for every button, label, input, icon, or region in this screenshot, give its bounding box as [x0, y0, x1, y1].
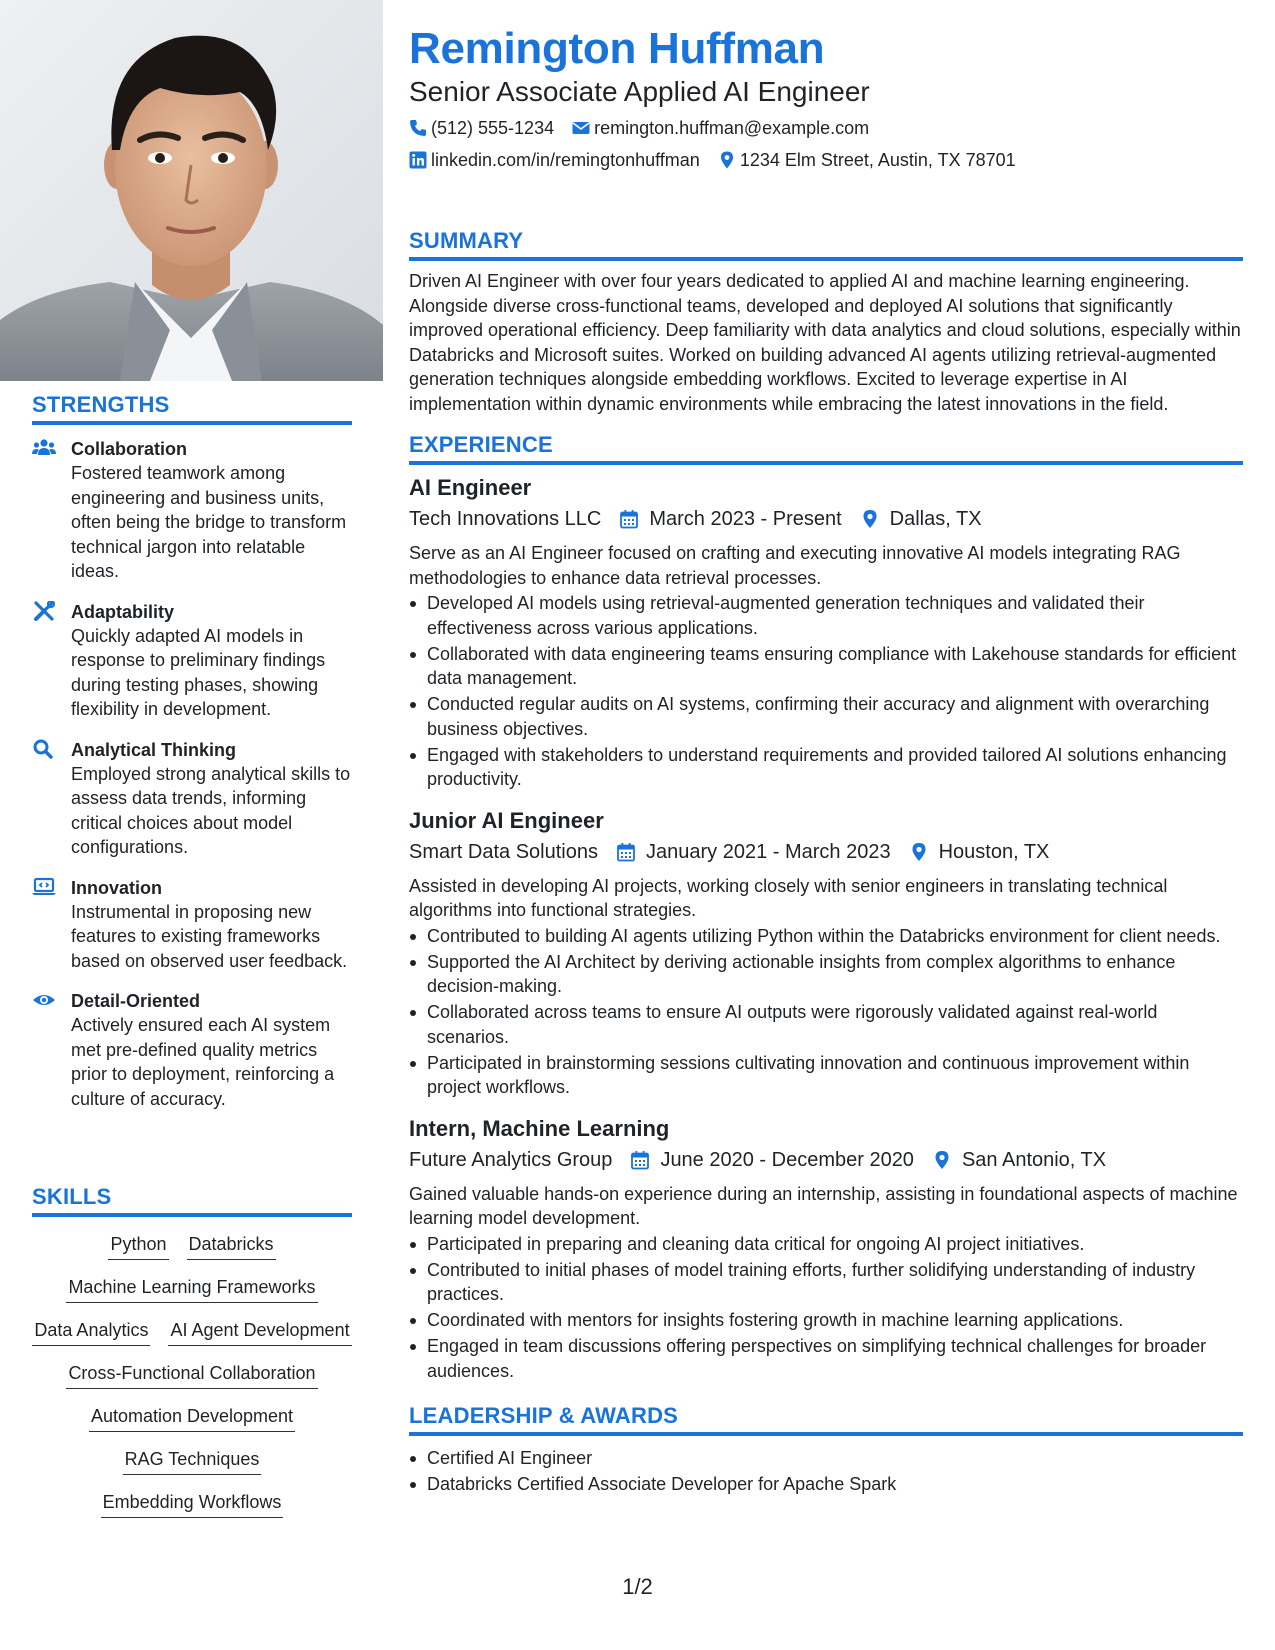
strength-title: Innovation [71, 877, 162, 898]
bullet-item: Collaborated with data engineering teams ensuring compliance with Lakehouse standards for efficient data management. [409, 642, 1243, 691]
strength-title: Detail-Oriented [71, 991, 201, 1011]
sidebar [0, 0, 383, 1650]
linkedin-contact[interactable] [409, 144, 700, 176]
job-location-text: Dallas, TX [889, 508, 982, 530]
phone-icon [409, 119, 427, 137]
job-title: AI Engineer [409, 475, 532, 500]
search-icon [32, 739, 56, 759]
address-text: 1234 Elm Street, Austin, TX 78701 [739, 150, 1016, 170]
strength-description: Employed strong analytical skills to assess data trends, informing critical choices about model configurations. [71, 763, 351, 857]
skill-tag: Machine Learning Frameworks [66, 1274, 317, 1303]
strength-item [32, 738, 352, 860]
email-contact[interactable] [572, 112, 869, 144]
company-name: Smart Data Solutions [409, 840, 598, 863]
tools-icon [32, 601, 56, 621]
calendar-icon [630, 1150, 650, 1170]
job-description: Gained valuable hands-on experience during an internship, assisting in foundational aspects of machine learning model development. [409, 1183, 1238, 1228]
job-bullets [409, 924, 1243, 1100]
phone-contact[interactable] [409, 112, 554, 144]
calendar-icon [619, 509, 639, 529]
job-description: Serve as an AI Engineer focused on crafting and executing innovative AI models integrating RAG methodologies to enhance data retrieval processes. [409, 543, 1181, 588]
awards-list [409, 1446, 1243, 1497]
contact-row [409, 144, 1243, 176]
job-meta [409, 504, 1243, 534]
skill-tag: AI Agent Development [168, 1317, 351, 1346]
users-icon [32, 438, 56, 458]
job-bullets [409, 591, 1243, 792]
skill-tag: Cross-Functional Collaboration [66, 1360, 317, 1389]
job-entry [409, 806, 1243, 1100]
job-location [909, 837, 1050, 867]
strength-item [32, 437, 352, 584]
strength-item [32, 876, 352, 974]
bullet-item: Developed AI models using retrieval-augmented generation techniques and validated their effectiveness across various applications. [409, 591, 1243, 640]
strength-description: Actively ensured each AI system met pre-defined quality metrics prior to deployment, reinforcing a culture of accuracy. [71, 1015, 335, 1109]
experience-heading: EXPERIENCE [409, 432, 1243, 465]
strength-item [32, 600, 352, 722]
address-contact [718, 144, 1016, 176]
bullet-item: Engaged with stakeholders to understand requirements and provided tailored AI solutions enhancing productivity. [409, 743, 1243, 792]
summary-section [409, 228, 1243, 416]
contact-row [409, 112, 1243, 144]
location-pin-icon [718, 151, 736, 169]
bullet-item: Participated in brainstorming sessions cultivating innovation and continuous improvement within project workflows. [409, 1051, 1243, 1100]
job-title: Intern, Machine Learning [409, 1115, 670, 1141]
job-dates-text: January 2021 - March 2023 [645, 840, 891, 863]
company-name: Tech Innovations LLC [409, 508, 602, 530]
job-location [932, 1145, 1106, 1175]
summary-text: Driven AI Engineer with over four years dedicated to applied AI and machine learning engineering. Alongside diverse cross-functional teams, developed and deployed AI solutions that significantly improved operational efficiency. Deep familiarity with data analytics and cloud solutions, especially within Databricks and Microsoft suites. Worked on building advanced AI agents utilizing retrieval-augmented generation techniques alongside embedding workflows. Excited to leverage expertise in AI implementation within dynamic environments while embracing the latest innovations in the field. [409, 271, 1241, 414]
strengths-heading: STRENGTHS [32, 392, 352, 425]
award-item: Certified AI Engineer [409, 1446, 1243, 1471]
linkedin-icon [409, 151, 427, 169]
location-pin-icon [932, 1150, 952, 1170]
calendar-icon [616, 842, 636, 862]
eye-icon [32, 990, 56, 1010]
strength-title: Analytical Thinking [71, 739, 237, 760]
strengths-section [32, 392, 352, 1127]
phone-text: (512) 555-1234 [431, 118, 555, 138]
strength-description: Instrumental in proposing new features to existing frameworks based on observed user feedback. [71, 901, 348, 971]
skill-tag: Automation Development [89, 1403, 295, 1432]
bullet-item: Engaged in team discussions offering perspectives on simplifying technical challenges for broader audiences. [409, 1334, 1243, 1383]
strength-title: Adaptability [71, 601, 175, 622]
skill-tag: Embedding Workflows [101, 1489, 284, 1518]
strength-description: Quickly adapted AI models in response to preliminary findings during testing phases, showing flexibility in development. [71, 625, 326, 719]
linkedin-text: linkedin.com/in/remingtonhuffman [431, 150, 700, 170]
main-column [409, 22, 1243, 1498]
job-title: Junior AI Engineer [409, 807, 604, 833]
bullet-item: Contributed to building AI agents utilizing Python within the Databricks environment for client needs. [409, 924, 1243, 949]
job-location [860, 504, 982, 534]
job-entry [409, 473, 1243, 792]
candidate-role: Senior Associate Applied AI Engineer [409, 76, 870, 107]
job-entry [409, 1114, 1243, 1384]
job-meta [409, 837, 1243, 867]
envelope-icon [572, 119, 590, 137]
job-description: Assisted in developing AI projects, working closely with senior engineers in translating technical algorithms into functional strategies. [409, 875, 1168, 920]
job-location-text: San Antonio, TX [961, 1148, 1107, 1171]
skills-heading: SKILLS [32, 1184, 352, 1217]
strength-description: Fostered teamwork among engineering and business units, often being the bridge to transform technical jargon into relatable ideas. [71, 463, 347, 581]
bullet-item: Participated in preparing and cleaning data critical for ongoing AI project initiatives. [409, 1232, 1243, 1257]
awards-section [409, 1403, 1243, 1497]
job-bullets [409, 1232, 1243, 1384]
bullet-item: Conducted regular audits on AI systems, confirming their accuracy and alignment with overarching business objectives. [409, 692, 1243, 741]
bullet-item: Supported the AI Architect by deriving actionable insights from complex algorithms to enhance decision-making. [409, 950, 1243, 999]
email-text: remington.huffman@example.com [594, 118, 870, 138]
award-item: Databricks Certified Associate Developer for Apache Spark [409, 1472, 1243, 1497]
job-dates [630, 1145, 914, 1175]
skill-tag: Databricks [187, 1231, 276, 1260]
awards-heading: LEADERSHIP & AWARDS [409, 1403, 1243, 1436]
summary-heading: SUMMARY [409, 228, 1243, 261]
bullet-item: Coordinated with mentors for insights fostering growth in machine learning applications. [409, 1308, 1243, 1333]
location-pin-icon [860, 509, 880, 529]
skills-section [32, 1184, 352, 1518]
job-location-text: Houston, TX [938, 840, 1050, 863]
profile-photo [0, 0, 383, 381]
skills-list [32, 1231, 352, 1518]
job-dates [616, 837, 891, 867]
strength-title: Collaboration [71, 439, 187, 459]
location-pin-icon [909, 842, 929, 862]
strengths-list [32, 437, 352, 1111]
job-dates-text: March 2023 - Present [649, 508, 842, 530]
candidate-name: Remington Huffman [409, 24, 825, 73]
job-dates [619, 504, 841, 534]
job-dates-text: June 2020 - December 2020 [660, 1148, 914, 1171]
company-name: Future Analytics Group [409, 1148, 613, 1171]
skill-tag: Data Analytics [32, 1317, 150, 1346]
job-meta [409, 1145, 1243, 1175]
laptop-code-icon [32, 877, 56, 897]
strength-item [32, 989, 352, 1111]
skill-tag: RAG Techniques [123, 1446, 262, 1475]
experience-section [409, 432, 1243, 1383]
bullet-item: Contributed to initial phases of model training efforts, further solidifying understanding of industry practices. [409, 1258, 1243, 1307]
skill-tag: Python [108, 1231, 168, 1260]
bullet-item: Collaborated across teams to ensure AI outputs were rigorously validated against real-world scenarios. [409, 1000, 1243, 1049]
page-number: 1/2 [622, 1574, 653, 1599]
resume-header [409, 22, 1243, 176]
